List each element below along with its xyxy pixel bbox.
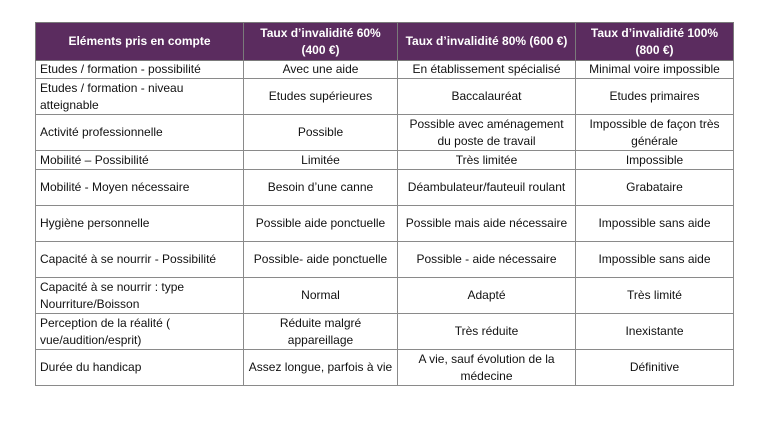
table-row bbox=[36, 61, 734, 79]
row-label: Capacité à se nourrir : type Nourriture/Boisson bbox=[36, 278, 244, 314]
table-header-row bbox=[36, 23, 734, 61]
table-cell: Etudes primaires bbox=[576, 79, 734, 115]
table-cell: Possible - aide nécessaire bbox=[398, 242, 576, 278]
table-cell: Impossible de façon très générale bbox=[576, 115, 734, 151]
table-cell: Très limitée bbox=[398, 151, 576, 170]
table-row bbox=[36, 242, 734, 278]
header-elements: Eléments pris en compte bbox=[36, 23, 244, 61]
row-label: Perception de la réalité ( vue/audition/esprit) bbox=[36, 314, 244, 350]
table-cell: Baccalauréat bbox=[398, 79, 576, 115]
table-cell: Adapté bbox=[398, 278, 576, 314]
table-cell: Définitive bbox=[576, 350, 734, 386]
row-label: Hygiène personnelle bbox=[36, 206, 244, 242]
table-cell: Minimal voire impossible bbox=[576, 61, 734, 79]
header-rate-60: Taux d’invalidité 60% (400 €) bbox=[244, 23, 398, 61]
table-cell: Impossible sans aide bbox=[576, 242, 734, 278]
invalidity-table-container bbox=[35, 22, 733, 386]
invalidity-table bbox=[35, 22, 734, 386]
row-label: Durée du handicap bbox=[36, 350, 244, 386]
table-cell: Avec une aide bbox=[244, 61, 398, 79]
table-row bbox=[36, 278, 734, 314]
table-row bbox=[36, 79, 734, 115]
table-cell: Assez longue, parfois à vie bbox=[244, 350, 398, 386]
table-cell: Très limité bbox=[576, 278, 734, 314]
row-label: Activité professionnelle bbox=[36, 115, 244, 151]
table-cell: A vie, sauf évolution de la médecine bbox=[398, 350, 576, 386]
table-cell: Impossible sans aide bbox=[576, 206, 734, 242]
header-rate-80: Taux d’invalidité 80% (600 €) bbox=[398, 23, 576, 61]
table-row bbox=[36, 314, 734, 350]
table-row bbox=[36, 206, 734, 242]
table-cell: Normal bbox=[244, 278, 398, 314]
row-label: Mobilité - Moyen nécessaire bbox=[36, 170, 244, 206]
table-cell: En établissement spécialisé bbox=[398, 61, 576, 79]
table-cell: Limitée bbox=[244, 151, 398, 170]
table-cell: Déambulateur/fauteuil roulant bbox=[398, 170, 576, 206]
table-row bbox=[36, 350, 734, 386]
table-cell: Possible avec aménagement du poste de travail bbox=[398, 115, 576, 151]
table-cell: Besoin d’une canne bbox=[244, 170, 398, 206]
row-label: Mobilité – Possibilité bbox=[36, 151, 244, 170]
table-cell: Possible aide ponctuelle bbox=[244, 206, 398, 242]
table-row bbox=[36, 115, 734, 151]
table-row bbox=[36, 151, 734, 170]
table-cell: Impossible bbox=[576, 151, 734, 170]
table-cell: Possible mais aide nécessaire bbox=[398, 206, 576, 242]
table-cell: Réduite malgré appareillage bbox=[244, 314, 398, 350]
table-cell: Possible bbox=[244, 115, 398, 151]
row-label: Etudes / formation - possibilité bbox=[36, 61, 244, 79]
table-row bbox=[36, 170, 734, 206]
row-label: Capacité à se nourrir - Possibilité bbox=[36, 242, 244, 278]
table-cell: Inexistante bbox=[576, 314, 734, 350]
row-label: Etudes / formation - niveau atteignable bbox=[36, 79, 244, 115]
table-cell: Grabataire bbox=[576, 170, 734, 206]
header-rate-100: Taux d’invalidité 100% (800 €) bbox=[576, 23, 734, 61]
table-cell: Possible- aide ponctuelle bbox=[244, 242, 398, 278]
table-cell: Etudes supérieures bbox=[244, 79, 398, 115]
table-cell: Très réduite bbox=[398, 314, 576, 350]
